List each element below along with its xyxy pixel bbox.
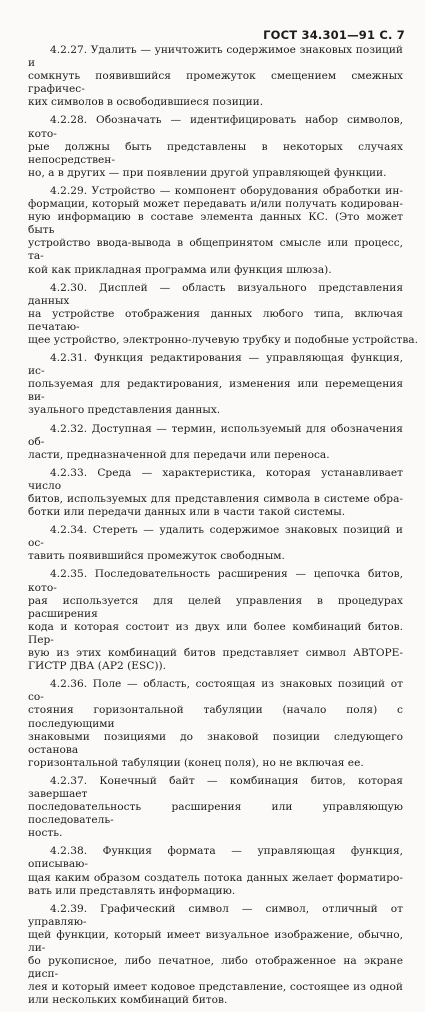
text-line: ГИСТР ДВА (АР2 (ESC)). [28,660,166,673]
text-line: 4.2.32. Доступная — термин, используемый для обозначения об- [28,422,403,448]
text-line: вать или представлять информацию. [28,884,236,897]
text-line: 4.2.29. Устройство — компонент оборудования обработки ин- [50,184,403,197]
definition-paragraph [28,568,403,673]
text-line: бо рукописное, либо печатное, либо отображенное на экране дисп- [28,955,403,981]
text-line: ких символов в освободившиеся позиции. [28,96,264,109]
text-line: кой как прикладная программа или функция шлюза). [28,263,332,276]
text-line: зуального представления данных. [28,404,221,417]
text-line: 4.2.37. Конечный байт — комбинация битов, которая завершает [28,774,403,800]
definition-paragraph [28,281,418,347]
definition-paragraph [28,903,403,1008]
text-line: последовательность расширения или управляющую последователь- [28,801,403,827]
definition-paragraph [28,185,403,277]
text-line: 4.2.36. Поле — область, состоящая из знаковых позиций от со- [28,678,403,704]
definition-paragraph [28,775,403,840]
text-line: щее устройство, электронно-лучевую трубку и подобные устройства. [28,333,418,346]
text-line: лея и который имеет кодовое представление, состоящее из одной [28,981,403,994]
text-line: формации, который может передавать и/или получать кодирован- [28,198,403,211]
text-line: 4.2.38. Функция формата — управляющая функция, описываю- [28,845,403,871]
text-line: тавить появившийся промежуток свободным. [28,550,285,563]
text-line: горизонтальной табуляции (конец поля), но не включая ее. [28,756,364,769]
definition-paragraph [28,524,403,563]
definition-paragraph [28,845,403,897]
text-line: пользуемая для редактирования, изменения или перемещения ви- [28,378,403,404]
text-line: 4.2.34. Стереть — удалить содержимое знаковых позиций и ос- [28,524,403,550]
text-line: 4.2.27. Удалить — уничтожить содержимое знаковых позиций и [28,44,403,70]
definition-paragraph [28,352,403,417]
text-line: стояния горизонтальной табуляции (начало поля) с последующими [28,704,403,730]
text-line: 4.2.30. Дисплей — область визуального представления данных [28,281,403,307]
text-line: 4.2.31. Функция редактирования — управляющая функция, ис- [28,352,403,378]
text-line: 4.2.33. Среда — характеристика, которая устанавливает число [28,466,403,492]
text-line: или нескольких комбинаций битов. [28,994,228,1007]
definition-paragraph [28,44,403,109]
text-line: рые должны быть представлены в некоторых случаях непосредствен- [28,140,403,166]
text-line: вую из этих комбинаций битов представляет символ АВТОРЕ- [28,647,403,660]
text-line: устройство ввода-вывода в общепринятом смысле или процесс, та- [28,237,403,263]
text-line: рая используется для целей управления в процедурах расширения [28,594,403,620]
text-line: ность. [28,827,63,840]
text-line: знаковыми позициями до знаковой позиции следующего останова [28,730,403,756]
definition-paragraph [28,467,403,519]
text-line: битов, используемых для представления символа в системе обра- [28,493,403,505]
text-line: 4.2.39. Графический символ — символ, отличный от управляю- [28,902,403,928]
text-line: ную информацию в составе элемента данных КС. (Это может быть [28,211,403,237]
page-header: ГОСТ 34.301—91 С. 7 [263,28,405,42]
text-line: ласти, предназначенной для передачи или переноса. [28,448,330,461]
definition-paragraph [28,678,403,770]
document-body [28,44,418,1012]
text-line: 4.2.28. Обозначать — идентифицировать набор символов, кото- [28,114,403,140]
text-line: 4.2.35. Последовательность расширения — цепочка битов, кото- [28,568,403,594]
text-line: щей функции, который имеет визуальное изображение, обычно, ли- [28,928,403,954]
definition-paragraph [28,114,403,179]
text-line: щая каким образом создатель потока данных желает форматиро- [28,871,403,884]
text-line: ботки или передачи данных или в части такой системы. [28,506,346,519]
text-line: на устройстве отображения данных любого типа, включая печатаю- [28,307,403,333]
text-line: но, а в других — при появлении другой управляющей функции. [28,166,387,179]
text-line: кода и которая состоит из двух или более комбинаций битов. Пер- [28,620,403,646]
definition-paragraph [28,423,403,462]
text-line: сомкнуть появившийся промежуток смещением смежных графичес- [28,70,403,96]
